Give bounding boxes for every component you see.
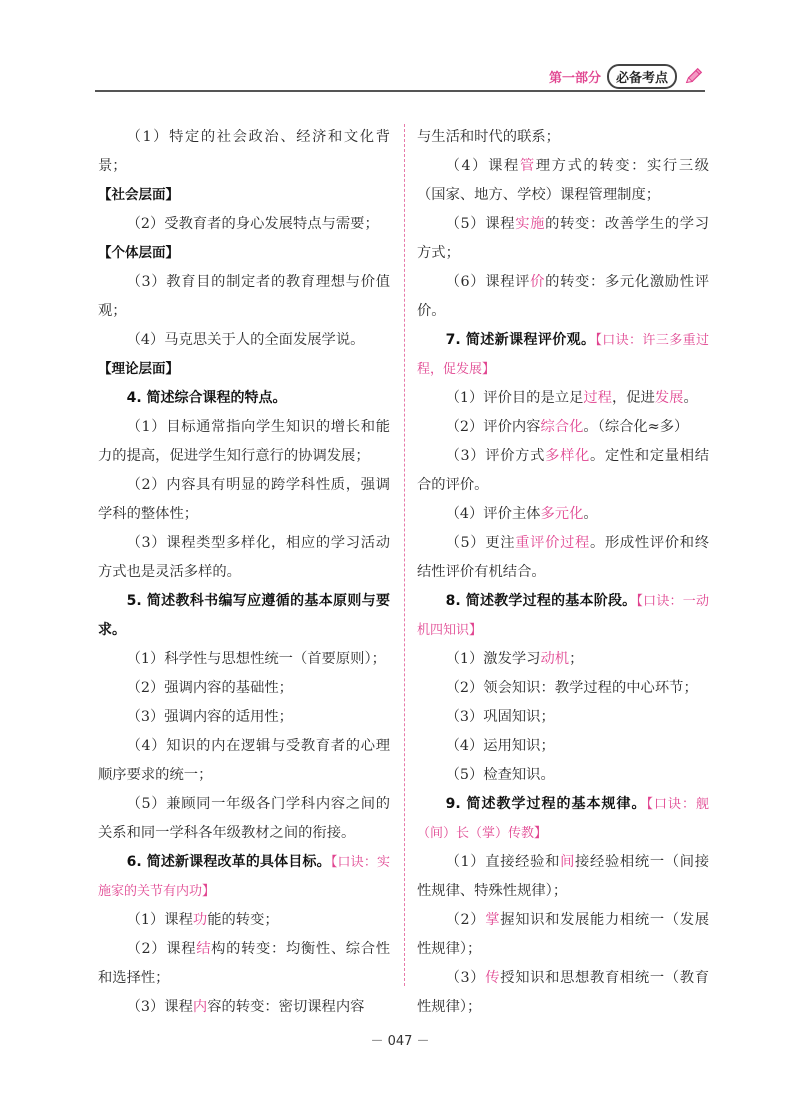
- q6-item-3: （3）课程内容的转变：密切课程内容: [126, 999, 365, 1015]
- question-8-title: 8. 简述教学过程的基本阶段。【口诀：一动机四知识】: [417, 593, 709, 638]
- label-theory: 【理论层面】: [98, 361, 179, 377]
- q5-item-3: （3）强调内容的适用性；: [126, 709, 293, 725]
- header-rule: [95, 90, 705, 92]
- q9-item-1: （1）直接经验和间接经验相统一（间接性规律、特殊性规律）；: [417, 854, 709, 899]
- question-9-title: 9. 简述教学过程的基本规律。【口诀：舰（间）长（掌）传教】: [417, 796, 709, 841]
- page-number: － 047 －: [370, 1034, 430, 1049]
- question-5-title: 5. 简述教科书编写应遵循的基本原则与要求。: [98, 593, 390, 638]
- column-divider: [404, 124, 405, 986]
- q7-item-3: （3）评价方式多样化。定性和定量相结合的评价。: [417, 448, 710, 493]
- q7-item-1: （1）评价目的是立足过程，促进发展。: [445, 390, 698, 406]
- q8-item-4: （4）运用知识；: [445, 738, 555, 754]
- q7-item-4: （4）评价主体多元化。: [445, 506, 598, 522]
- left-item-1: （1）特定的社会政治、经济和文化背景；: [98, 129, 390, 174]
- question-6-title: 6. 简述新课程改革的具体目标。【口诀：实施家的关节有内功】: [98, 854, 390, 899]
- label-social: 【社会层面】: [98, 187, 179, 203]
- q5-item-2: （2）强调内容的基础性；: [126, 680, 293, 696]
- q5-item-4: （4）知识的内在逻辑与受教育者的心理顺序要求的统一；: [98, 738, 390, 783]
- q8-item-5: （5）检查知识。: [445, 767, 555, 783]
- q6-item-4: （4）课程管理方式的转变：实行三级（国家、地方、学校）课程管理制度；: [417, 158, 710, 203]
- header-badge: [549, 64, 705, 88]
- pencil-icon: [683, 65, 705, 87]
- q8-item-3: （3）巩固知识；: [445, 709, 555, 725]
- q5-item-1: （1）科学性与思想性统一（首要原则）；: [126, 651, 386, 667]
- question-4-title: 4. 简述综合课程的特点。: [126, 390, 287, 406]
- q6-item-5: （5）课程实施的转变：改善学生的学习方式；: [417, 216, 709, 261]
- q9-item-3: （3）传授知识和思想教育相统一（教育性规律）；: [417, 970, 710, 1015]
- q5-item-5: （5）兼顾同一年级各门学科内容之间的关系和同一学科各年级教材之间的衔接。: [98, 796, 390, 841]
- q8-item-1: （1）激发学习动机；: [445, 651, 584, 667]
- q6-mnemonic: 【口诀：实施家的关节有内功】: [98, 855, 390, 899]
- left-item-3: （3）教育目的制定者的教育理想与价值观；: [98, 274, 390, 319]
- q6-item-1: （1）课程功能的转变；: [126, 912, 279, 928]
- label-individual: 【个体层面】: [98, 245, 179, 261]
- q9-item-2: （2）掌握知识和发展能力相统一（发展性规律）；: [417, 912, 710, 957]
- question-7-title: 7. 简述新课程评价观。【口诀：许三多重过程，促发展】: [417, 332, 709, 377]
- left-item-2: （2）受教育者的身心发展特点与需要；: [126, 216, 379, 232]
- right-continuation: 与生活和时代的联系；: [417, 129, 560, 145]
- q8-mnemonic: 【口诀：一动机四知识】: [417, 594, 709, 638]
- page-header: [95, 62, 705, 92]
- q7-item-2: （2）评价内容综合化。（综合化≈多）: [445, 419, 689, 435]
- part-label: 第一部分: [548, 70, 601, 86]
- q7-item-5: （5）更注重评价过程。形成性评价和终结性评价有机结合。: [417, 535, 709, 580]
- right-column: [417, 123, 709, 1022]
- q4-item-3: （3）课程类型多样化，相应的学习活动方式也是灵活多样的。: [98, 535, 390, 580]
- q6-item-6: （6）课程评价的转变：多元化激励性评价。: [417, 274, 710, 319]
- left-column: [98, 123, 390, 1022]
- section-tag: 必备考点: [607, 64, 677, 89]
- q4-item-2: （2）内容具有明显的跨学科性质，强调学科的整体性；: [98, 477, 390, 522]
- q6-item-2: （2）课程结构的转变：均衡性、综合性和选择性；: [98, 941, 390, 986]
- q9-mnemonic: 【口诀：舰（间）长（掌）传教】: [417, 797, 709, 841]
- q8-item-2: （2）领会知识：教学过程的中心环节；: [445, 680, 698, 696]
- q7-mnemonic: 【口诀：许三多重过程，促发展】: [417, 333, 709, 377]
- left-item-4: （4）马克思关于人的全面发展学说。: [126, 332, 365, 348]
- q4-item-1: （1）目标通常指向学生知识的增长和能力的提高，促进学生知行意行的协调发展；: [98, 419, 390, 464]
